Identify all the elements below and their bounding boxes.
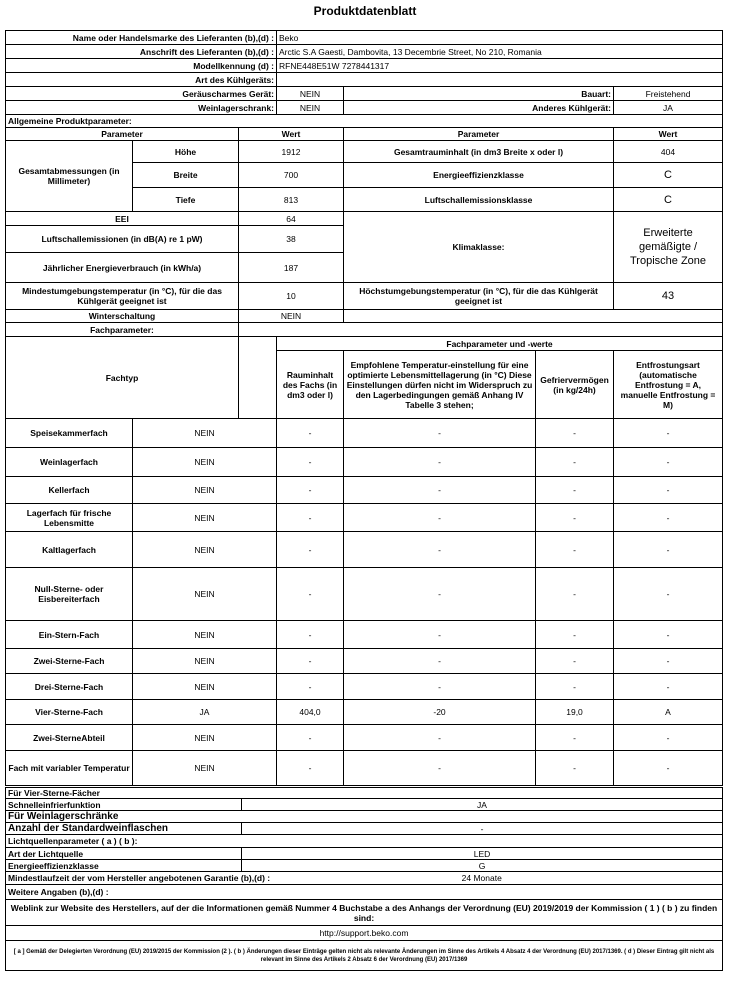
winter-label: Winterschaltung xyxy=(6,310,239,323)
wine-cabinet-label: Weinlagerschrank: xyxy=(6,101,277,115)
compartment-rows xyxy=(6,419,723,786)
compartment-defrost: - xyxy=(614,674,723,700)
annual-energy-label: Jährlicher Energieverbrauch (in kWh/a) xyxy=(6,253,239,283)
compartment-freeze: 19,0 xyxy=(536,700,614,725)
supplier-address-row xyxy=(6,45,723,59)
compartment-volume: - xyxy=(277,649,344,674)
compartment-present: NEIN xyxy=(133,532,277,568)
support-url: http://support.beko.com xyxy=(6,926,723,941)
noise-value: 38 xyxy=(239,226,344,253)
weblink-row xyxy=(6,900,723,926)
model-value: RFNE448E51W 7278441317 xyxy=(277,59,723,73)
compartment-name: Weinlagerfach xyxy=(6,448,133,477)
warranty-value: 24 Monate xyxy=(242,872,723,885)
model-row xyxy=(6,59,723,73)
supplier-name-value: Beko xyxy=(277,31,723,45)
footnote-row xyxy=(6,941,723,971)
table-row xyxy=(6,477,723,504)
supplier-name-label: Name oder Handelsmarke des Lieferanten (b),(d) : xyxy=(6,31,277,45)
table-row xyxy=(6,674,723,700)
compartment-name: Kaltlagerfach xyxy=(6,532,133,568)
noise-class-label: Luftschallemissionsklasse xyxy=(344,188,614,212)
depth-label: Tiefe xyxy=(133,188,239,212)
compartment-present: JA xyxy=(133,700,277,725)
table-row xyxy=(6,700,723,725)
compartment-volume: - xyxy=(277,448,344,477)
compartment-section-row xyxy=(6,323,723,337)
compartment-temp: - xyxy=(344,419,536,448)
design-value: Freistehend xyxy=(614,87,723,101)
volume-header: Rauminhalt des Fachs (in dm3 oder l) xyxy=(277,351,344,419)
light-type-row xyxy=(6,848,723,860)
four-star-section-label: Für Vier-Sterne-Fächer xyxy=(6,788,723,799)
supplier-address-label: Anschrift des Lieferanten (b),(d) : xyxy=(6,45,277,59)
further-label: Weitere Angaben (b),(d) : xyxy=(6,885,723,900)
compartment-defrost: - xyxy=(614,751,723,786)
eei-row xyxy=(6,212,723,226)
wine-section-label: Für Weinlagerschränke xyxy=(6,811,723,823)
table-row xyxy=(6,419,723,448)
compartment-volume: - xyxy=(277,532,344,568)
table-row xyxy=(6,504,723,532)
compartment-temp: - xyxy=(344,725,536,751)
footnote: [ a ] Gemäß der Delegierten Verordnung (EU) 2019/2015 der Kommission (2 ). ( b ) Änderungen dieser Einträge gelten nicht als relevante Änderungen im Sinne des Artikels 4 Absatz 4 der Verordnung (EU) 2017/1369. ( d ) Dieser Eintrag gilt nicht als relevant im Sinne des Artikels 2 Absatz 6 der Verordnung (EU) 2017/1369 xyxy=(6,941,723,971)
table-row xyxy=(6,725,723,751)
max-temp-label: Höchstumgebungstemperatur (in °C), für die das Kühlgerät geeignet ist xyxy=(344,283,614,310)
compartment-freeze: - xyxy=(536,568,614,621)
wine-row xyxy=(6,101,723,115)
compartment-section-label: Fachparameter: xyxy=(6,323,239,337)
compartment-present: NEIN xyxy=(133,448,277,477)
general-section-row xyxy=(6,115,723,128)
compartment-name: Lagerfach für frische Lebensmitte xyxy=(6,504,133,532)
compartment-group-header: Fachparameter und -werte xyxy=(277,337,723,351)
general-header-row xyxy=(6,128,723,141)
compartment-header-spacer xyxy=(239,337,277,419)
compartment-defrost: - xyxy=(614,725,723,751)
light-class-label: Energieeffizienzklasse xyxy=(6,860,242,872)
light-section-label: Lichtquellenparameter ( a ) ( b ): xyxy=(6,835,723,848)
compartment-temp: - xyxy=(344,477,536,504)
compartment-present: NEIN xyxy=(133,649,277,674)
other-appliance-label: Anderes Kühlgerät: xyxy=(344,101,614,115)
winter-value: NEIN xyxy=(239,310,344,323)
wine-cabinet-value: NEIN xyxy=(277,101,344,115)
compartment-volume: - xyxy=(277,477,344,504)
param-header-left: Parameter xyxy=(6,128,239,141)
compartment-defrost: - xyxy=(614,621,723,649)
compartment-temp: - xyxy=(344,674,536,700)
compartment-name: Zwei-SterneAbteil xyxy=(6,725,133,751)
quiet-row xyxy=(6,87,723,101)
volume-value: 404 xyxy=(614,141,723,163)
light-class-row xyxy=(6,860,723,872)
compartment-freeze: - xyxy=(536,674,614,700)
min-temp-label: Mindestumgebungstemperatur (in °C), für die das Kühlgerät geeignet ist xyxy=(6,283,239,310)
compartment-group-row xyxy=(6,337,723,351)
compartment-volume: - xyxy=(277,725,344,751)
compartment-name: Kellerfach xyxy=(6,477,133,504)
model-label: Modellkennung (d) : xyxy=(6,59,277,73)
compartment-present: NEIN xyxy=(133,568,277,621)
compartment-volume: - xyxy=(277,568,344,621)
table-row xyxy=(6,448,723,477)
compartment-present: NEIN xyxy=(133,419,277,448)
other-appliance-value: JA xyxy=(614,101,723,115)
compartment-volume: - xyxy=(277,419,344,448)
climate-label: Klimaklasse: xyxy=(344,212,614,283)
compartment-temp: - xyxy=(344,621,536,649)
warranty-row xyxy=(6,872,723,885)
energy-class-label: Energieeffizienzklasse xyxy=(344,163,614,188)
compartment-temp: - xyxy=(344,751,536,786)
compartment-defrost: - xyxy=(614,477,723,504)
additional-data-table xyxy=(5,787,723,971)
dimensions-label: Gesamtabmessungen (in Millimeter) xyxy=(6,141,133,212)
compartment-temp: - xyxy=(344,568,536,621)
compartment-temp: - xyxy=(344,532,536,568)
eei-label: EEI xyxy=(6,212,239,226)
compartment-defrost: A xyxy=(614,700,723,725)
compartment-defrost: - xyxy=(614,448,723,477)
height-row xyxy=(6,141,723,163)
compartment-name: Null-Sterne- oder Eisbereiterfach xyxy=(6,568,133,621)
compartment-freeze: - xyxy=(536,532,614,568)
table-row xyxy=(6,621,723,649)
compartment-temp: - xyxy=(344,448,536,477)
width-value: 700 xyxy=(239,163,344,188)
compartment-defrost: - xyxy=(614,568,723,621)
general-section-label: Allgemeine Produktparameter: xyxy=(6,115,723,128)
compartment-section-empty xyxy=(239,323,723,337)
param-header-right: Parameter xyxy=(344,128,614,141)
quiet-label: Geräuscharmes Gerät: xyxy=(6,87,277,101)
further-row xyxy=(6,885,723,900)
light-section-row xyxy=(6,835,723,848)
compartment-freeze: - xyxy=(536,419,614,448)
compartment-freeze: - xyxy=(536,504,614,532)
design-label: Bauart: xyxy=(344,87,614,101)
weblink-text: Weblink zur Website des Herstellers, auf der die Informationen gemäß Nummer 4 Buchstabe a des Anhangs der Verordnung (EU) 2019/2019 der Kommission ( 1 ) ( b ) zu finden sind: xyxy=(6,900,723,926)
compartment-name: Speisekammerfach xyxy=(6,419,133,448)
compartment-defrost: - xyxy=(614,419,723,448)
freeze-header: Gefriervermögen (in kg/24h) xyxy=(536,351,614,419)
noise-class-value: C xyxy=(614,188,723,212)
appliance-type-label: Art des Kühlgeräts: xyxy=(6,73,277,87)
winter-empty xyxy=(344,310,723,323)
compartment-type-header: Fachtyp xyxy=(6,337,239,419)
compartment-present: NEIN xyxy=(133,621,277,649)
value-header-right: Wert xyxy=(614,128,723,141)
compartment-present: NEIN xyxy=(133,674,277,700)
compartment-freeze: - xyxy=(536,649,614,674)
compartment-freeze: - xyxy=(536,621,614,649)
supplier-name-row xyxy=(6,31,723,45)
noise-label: Luftschallemissionen (in dB(A) re 1 pW) xyxy=(6,226,239,253)
volume-label: Gesamtrauminhalt (in dm3 Breite x oder l) xyxy=(344,141,614,163)
compartment-name: Zwei-Sterne-Fach xyxy=(6,649,133,674)
four-star-section-row xyxy=(6,788,723,799)
fast-freeze-row xyxy=(6,799,723,811)
compartment-present: NEIN xyxy=(133,477,277,504)
width-label: Breite xyxy=(133,163,239,188)
compartment-name: Ein-Stern-Fach xyxy=(6,621,133,649)
compartment-freeze: - xyxy=(536,448,614,477)
compartment-present: NEIN xyxy=(133,504,277,532)
wine-section-row xyxy=(6,811,723,823)
table-row xyxy=(6,751,723,786)
warranty-label: Mindestlaufzeit der vom Hersteller angebotenen Garantie (b),(d) : xyxy=(6,872,242,885)
compartment-present: NEIN xyxy=(133,725,277,751)
winter-row xyxy=(6,310,723,323)
url-row xyxy=(6,926,723,941)
compartment-temp: - xyxy=(344,649,536,674)
bottles-label: Anzahl der Standardweinflaschen xyxy=(6,823,242,835)
light-type-label: Art der Lichtquelle xyxy=(6,848,242,860)
compartment-temp: - xyxy=(344,504,536,532)
quiet-value: NEIN xyxy=(277,87,344,101)
height-label: Höhe xyxy=(133,141,239,163)
depth-value: 813 xyxy=(239,188,344,212)
compartment-temp: -20 xyxy=(344,700,536,725)
compartment-name: Fach mit variabler Temperatur xyxy=(6,751,133,786)
annual-energy-value: 187 xyxy=(239,253,344,283)
compartment-defrost: - xyxy=(614,532,723,568)
table-row xyxy=(6,568,723,621)
light-type-value: LED xyxy=(242,848,723,860)
compartment-freeze: - xyxy=(536,477,614,504)
eei-value: 64 xyxy=(239,212,344,226)
temp-header: Empfohlene Temperatur-einstellung für eine optimierte Lebensmittellagerung (in °C) Diese Einstellungen dürfen nicht im Widerspruch zu den Lagerbedingungen gemäß Anhang IV Tabelle 3 stehen; xyxy=(344,351,536,419)
defrost-header: Entfrostungsart (automatische Entfrostung = A, manuelle Entfrostung = M) xyxy=(614,351,723,419)
supplier-address-value: Arctic S.A Gaesti, Dambovita, 13 Decembrie Street, No 210, Romania xyxy=(277,45,723,59)
max-temp-value: 43 xyxy=(614,283,723,310)
compartment-volume: - xyxy=(277,504,344,532)
value-header-left: Wert xyxy=(239,128,344,141)
compartment-name: Vier-Sterne-Fach xyxy=(6,700,133,725)
light-class-value: G xyxy=(242,860,723,872)
energy-class-value: C xyxy=(614,163,723,188)
table-row xyxy=(6,532,723,568)
compartment-name: Drei-Sterne-Fach xyxy=(6,674,133,700)
bottles-value: - xyxy=(242,823,723,835)
compartment-defrost: - xyxy=(614,504,723,532)
bottles-row xyxy=(6,823,723,835)
page-title: Produktdatenblatt xyxy=(313,4,417,18)
compartment-volume: - xyxy=(277,674,344,700)
compartment-freeze: - xyxy=(536,751,614,786)
compartment-present: NEIN xyxy=(133,751,277,786)
fast-freeze-label: Schnelleinfrierfunktion xyxy=(6,799,242,811)
compartment-volume: - xyxy=(277,751,344,786)
fast-freeze-value: JA xyxy=(242,799,723,811)
compartment-defrost: - xyxy=(614,649,723,674)
compartment-volume: - xyxy=(277,621,344,649)
ambient-temp-row xyxy=(6,283,723,310)
product-data-table xyxy=(5,30,723,786)
compartment-volume: 404,0 xyxy=(277,700,344,725)
height-value: 1912 xyxy=(239,141,344,163)
table-row xyxy=(6,649,723,674)
climate-value: Erweiterte gemäßigte / Tropische Zone xyxy=(614,212,723,283)
min-temp-value: 10 xyxy=(239,283,344,310)
appliance-type-row xyxy=(6,73,723,87)
appliance-type-value xyxy=(277,73,723,87)
compartment-freeze: - xyxy=(536,725,614,751)
